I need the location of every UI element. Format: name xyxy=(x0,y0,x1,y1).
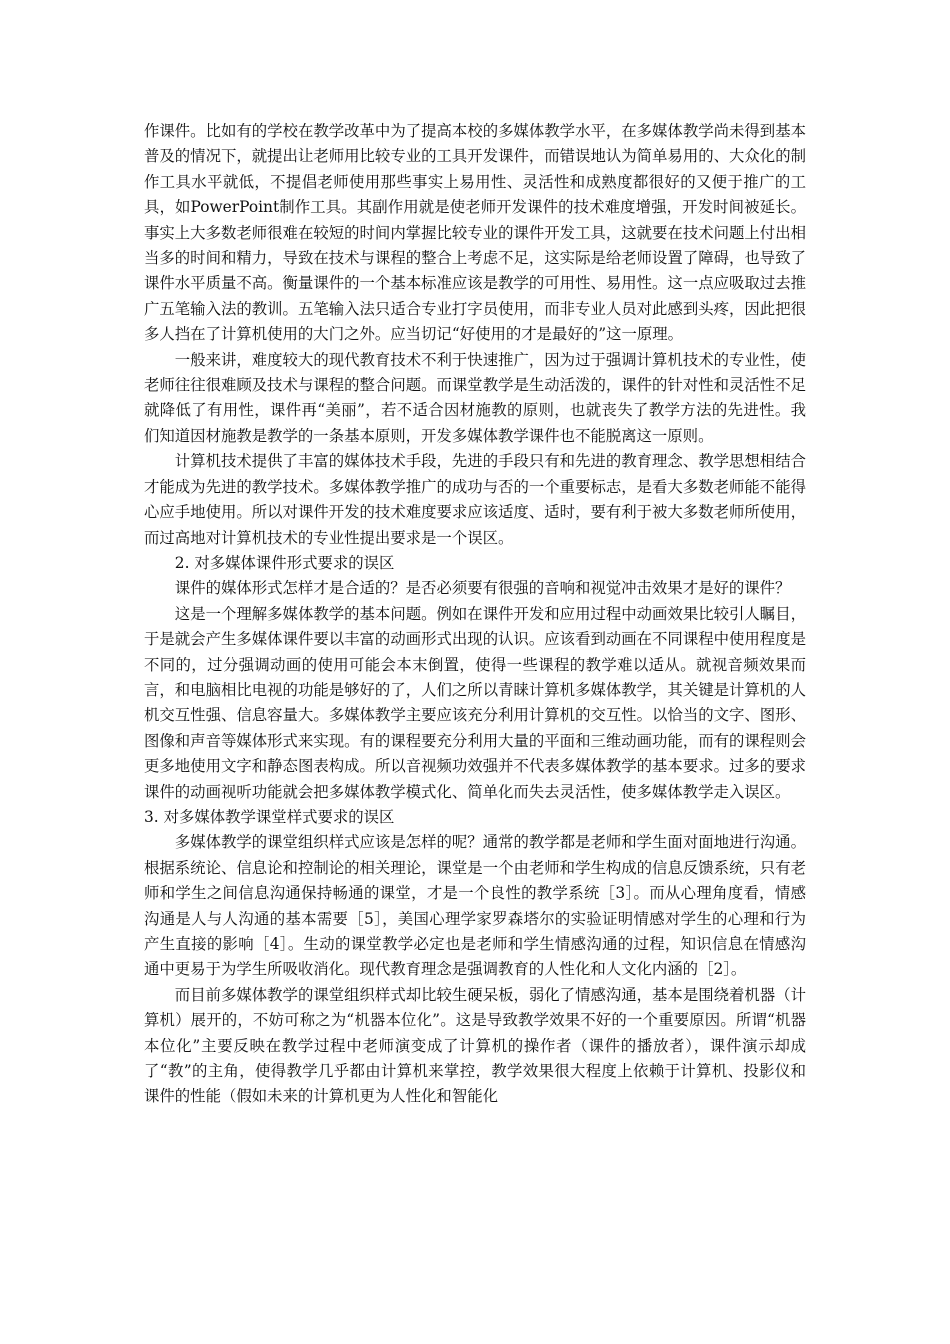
paragraph: 计算机技术提供了丰富的媒体技术手段，先进的手段只有和先进的教育理念、教学思想相结合才能成为先进的教学技术。多媒体教学推广的成功与否的一个重要标志，是看大多数老师能不能得心应手地使用。所以对课件开发的技术难度要求应该适度、适时，要有利于被大多数老师所使用，而过高地对计算机技术的专业性提出要求是一个误区。 xyxy=(144,452,806,547)
section-heading: 3. 对多媒体教学课堂样式要求的误区 xyxy=(144,807,395,826)
document-body xyxy=(144,119,806,1110)
paragraph-continuation: 作课件。比如有的学校在教学改革中为了提高本校的多媒体教学水平，在多媒体教学尚未得到基本普及的情况下，就提出让老师用比较专业的工具开发课件，而错误地认为简单易用的、大众化的制作工具水平就低，不提倡老师使用那些事实上易用性、灵活性和成熟度都很好的又便于推广的工具，如PowerPoint制作工具。其副作用就是使老师开发课件的技术难度增强，开发时间被延长。事实上大多数老师很难在较短的时间内掌握比较专业的课件开发工具，这就要在技术问题上付出相当多的时间和精力，导致在技术与课程的整合上考虑不足，这实际是给老师设置了障碍，也导致了课件水平质量不高。衡量课件的一个基本标准应该是教学的可用性、易用性。这一点应吸取过去推广五笔输入法的教训。五笔输入法只适合专业打字员使用，而非专业人员对此感到头疼，因此把很多人挡在了计算机使用的大门之外。应当切记“好使用的才是最好的”这一原理。 xyxy=(144,122,806,344)
paragraph: 多媒体教学的课堂组织样式应该是怎样的呢？通常的教学都是老师和学生面对面地进行沟通。根据系统论、信息论和控制论的相关理论，课堂是一个由老师和学生构成的信息反馈系统，只有老师和学生之间信息沟通保持畅通的课堂，才是一个良性的教学系统［3］。而从心理角度看，情感沟通是人与人沟通的基本需要［5］，美国心理学家罗森塔尔的实验证明情感对学生的心理和行为产生直接的影响［4］。生动的课堂教学必定也是老师和学生情感沟通的过程，知识信息在情感沟通中更易于为学生所吸收消化。现代教育理念是强调教育的人性化和人文化内涵的［2］。 xyxy=(144,833,806,979)
paragraph: 一般来讲，难度较大的现代教育技术不利于快速推广，因为过于强调计算机技术的专业性，使老师往往很难顾及技术与课程的整合问题。而课堂教学是生动活泼的，课件的针对性和灵活性不足就降低了有用性，课件再“美丽”，若不适合因材施教的原则，也就丧失了教学方法的先进性。我们知道因材施教是教学的一条基本原则，开发多媒体教学课件也不能脱离这一原则。 xyxy=(144,350,806,445)
paragraph: 课件的媒体形式怎样才是合适的？是否必须要有很强的音响和视觉冲击效果才是好的课件？ xyxy=(174,579,791,598)
section-heading: 2. 对多媒体课件形式要求的误区 xyxy=(174,553,395,572)
paragraph: 这是一个理解多媒体教学的基本问题。例如在课件开发和应用过程中动画效果比较引人瞩目，于是就会产生多媒体课件要以丰富的动画形式出现的认识。应该看到动画在不同课程中使用程度是不同的，过分强调动画的使用可能会本末倒置，使得一些课程的教学难以适从。就视音频效果而言，和电脑相比电视的功能是够好的了，人们之所以青睐计算机多媒体教学，其关键是计算机的人机交互性强、信息容量大。多媒体教学主要应该充分利用计算机的交互性。以恰当的文字、图形、图像和声音等媒体形式来实现。有的课程要充分利用大量的平面和三维动画功能，而有的课程则会更多地使用文字和静态图表构成。所以音视频功效强并不代表多媒体教学的基本要求。过多的要求课件的动画视听功能就会把多媒体教学模式化、简单化而失去灵活性，使多媒体教学走入误区。 xyxy=(144,604,806,801)
paragraph: 而目前多媒体教学的课堂组织样式却比较生硬呆板，弱化了情感沟通，基本是围绕着机器（计算机）展开的，不妨可称之为“机器本位化”。这是导致教学效果不好的一个重要原因。所谓“机器本位化”主要反映在教学过程中老师演变成了计算机的操作者（课件的播放者），课件演示却成了“教”的主角，使得教学几乎都由计算机来掌控，教学效果很大程度上依赖于计算机、投影仪和课件的性能（假如未来的计算机更为人性化和智能化 xyxy=(144,985,806,1106)
